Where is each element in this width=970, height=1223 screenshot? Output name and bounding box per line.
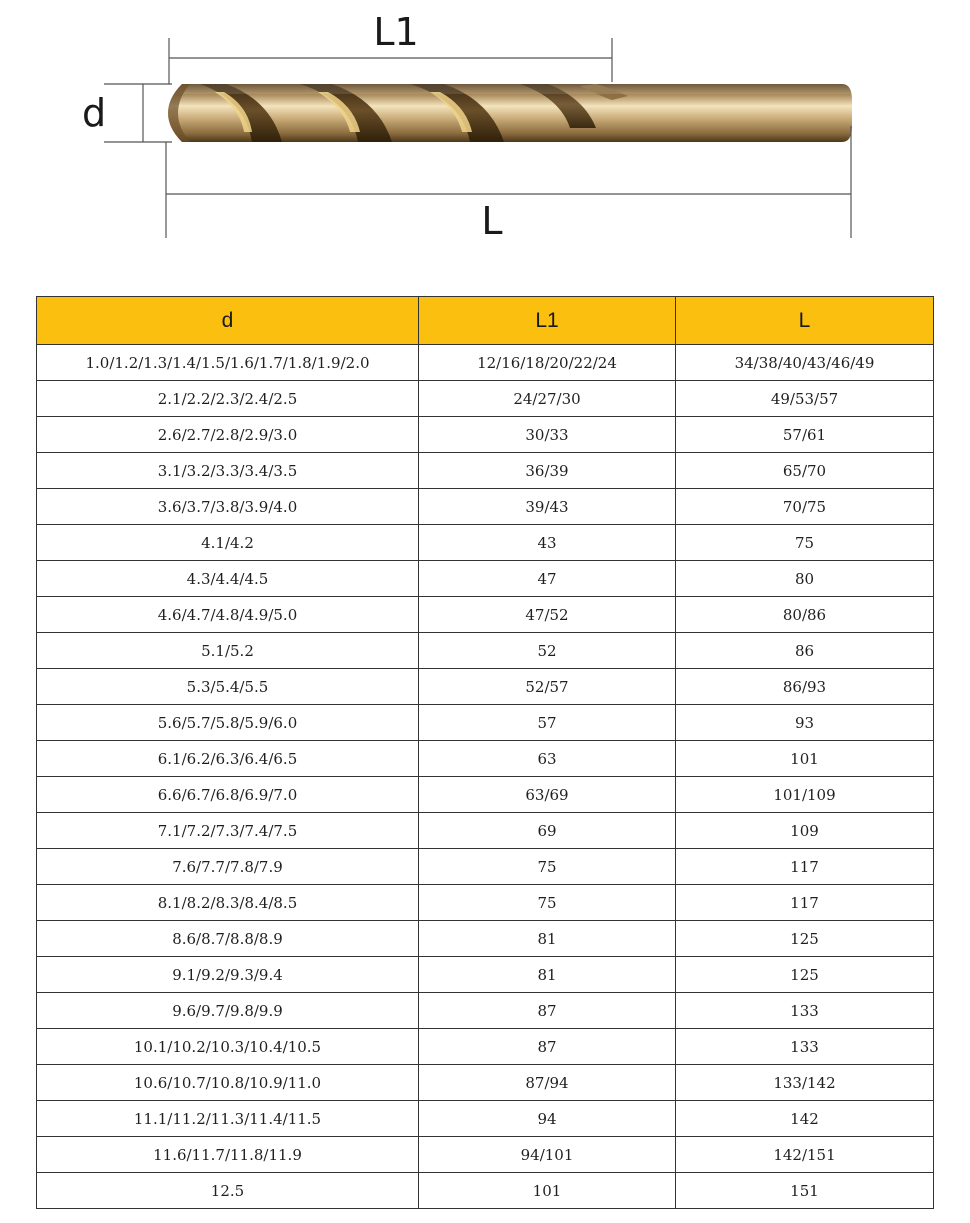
drill-size-table — [36, 296, 934, 1209]
table-row — [37, 561, 934, 597]
cell-l: 117 — [676, 885, 934, 921]
cell-d: 2.1/2.2/2.3/2.4/2.5 — [37, 381, 419, 417]
cell-d: 10.6/10.7/10.8/10.9/11.0 — [37, 1065, 419, 1101]
cell-l1: 69 — [419, 813, 676, 849]
cell-d: 7.1/7.2/7.3/7.4/7.5 — [37, 813, 419, 849]
cell-l1: 87 — [419, 993, 676, 1029]
cell-l1: 87/94 — [419, 1065, 676, 1101]
cell-l: 70/75 — [676, 489, 934, 525]
d-label: d — [81, 91, 107, 135]
cell-l1: 39/43 — [419, 489, 676, 525]
cell-d: 3.6/3.7/3.8/3.9/4.0 — [37, 489, 419, 525]
cell-l: 80/86 — [676, 597, 934, 633]
cell-l1: 47/52 — [419, 597, 676, 633]
cell-l1: 94/101 — [419, 1137, 676, 1173]
cell-l1: 81 — [419, 921, 676, 957]
table-row — [37, 849, 934, 885]
cell-l: 142/151 — [676, 1137, 934, 1173]
table-row — [37, 813, 934, 849]
cell-l1: 81 — [419, 957, 676, 993]
cell-l1: 75 — [419, 849, 676, 885]
cell-l1: 63/69 — [419, 777, 676, 813]
table-row — [37, 525, 934, 561]
cell-l: 101 — [676, 741, 934, 777]
cell-l: 109 — [676, 813, 934, 849]
cell-d: 5.6/5.7/5.8/5.9/6.0 — [37, 705, 419, 741]
table-header-row — [37, 297, 934, 345]
cell-l: 93 — [676, 705, 934, 741]
table-row — [37, 597, 934, 633]
cell-l: 86/93 — [676, 669, 934, 705]
cell-l1: 47 — [419, 561, 676, 597]
cell-l: 80 — [676, 561, 934, 597]
cell-l: 65/70 — [676, 453, 934, 489]
cell-l1: 52/57 — [419, 669, 676, 705]
cell-l1: 94 — [419, 1101, 676, 1137]
cell-l: 75 — [676, 525, 934, 561]
cell-l1: 87 — [419, 1029, 676, 1065]
d-dimension — [82, 84, 172, 142]
cell-d: 6.1/6.2/6.3/6.4/6.5 — [37, 741, 419, 777]
table-row — [37, 489, 934, 525]
cell-d: 9.6/9.7/9.8/9.9 — [37, 993, 419, 1029]
cell-d: 5.3/5.4/5.5 — [37, 669, 419, 705]
cell-d: 11.1/11.2/11.3/11.4/11.5 — [37, 1101, 419, 1137]
header-d: d — [37, 297, 419, 345]
cell-l: 151 — [676, 1173, 934, 1209]
cell-d: 2.6/2.7/2.8/2.9/3.0 — [37, 417, 419, 453]
cell-d: 4.1/4.2 — [37, 525, 419, 561]
table-row — [37, 1173, 934, 1209]
cell-d: 7.6/7.7/7.8/7.9 — [37, 849, 419, 885]
table-row — [37, 381, 934, 417]
cell-d: 12.5 — [37, 1173, 419, 1209]
cell-l1: 101 — [419, 1173, 676, 1209]
header-l1: L1 — [419, 297, 676, 345]
table-row — [37, 669, 934, 705]
cell-l: 49/53/57 — [676, 381, 934, 417]
table-row — [37, 705, 934, 741]
cell-l: 142 — [676, 1101, 934, 1137]
cell-l1: 43 — [419, 525, 676, 561]
cell-l1: 52 — [419, 633, 676, 669]
l-label: L — [481, 199, 503, 243]
table-row — [37, 741, 934, 777]
table-row — [37, 1137, 934, 1173]
cell-l1: 75 — [419, 885, 676, 921]
cell-d: 6.6/6.7/6.8/6.9/7.0 — [37, 777, 419, 813]
drill-bit-dimension-diagram — [0, 0, 970, 280]
table-row — [37, 885, 934, 921]
cell-l: 34/38/40/43/46/49 — [676, 345, 934, 381]
cell-l: 133 — [676, 1029, 934, 1065]
cell-l: 57/61 — [676, 417, 934, 453]
table-row — [37, 1029, 934, 1065]
cell-d: 8.6/8.7/8.8/8.9 — [37, 921, 419, 957]
cell-d: 9.1/9.2/9.3/9.4 — [37, 957, 419, 993]
l1-label: L1 — [373, 10, 419, 54]
cell-l1: 30/33 — [419, 417, 676, 453]
table-row — [37, 921, 934, 957]
cell-l: 101/109 — [676, 777, 934, 813]
cell-d: 8.1/8.2/8.3/8.4/8.5 — [37, 885, 419, 921]
cell-l: 133 — [676, 993, 934, 1029]
cell-l: 86 — [676, 633, 934, 669]
cell-l1: 24/27/30 — [419, 381, 676, 417]
table-row — [37, 417, 934, 453]
table-row — [37, 453, 934, 489]
cell-l: 133/142 — [676, 1065, 934, 1101]
l1-dimension — [169, 10, 612, 84]
table-row — [37, 957, 934, 993]
table-row — [37, 1065, 934, 1101]
cell-d: 11.6/11.7/11.8/11.9 — [37, 1137, 419, 1173]
cell-d: 5.1/5.2 — [37, 633, 419, 669]
l-dimension — [166, 126, 851, 243]
cell-d: 10.1/10.2/10.3/10.4/10.5 — [37, 1029, 419, 1065]
table-row — [37, 1101, 934, 1137]
cell-l: 125 — [676, 921, 934, 957]
cell-l1: 57 — [419, 705, 676, 741]
cell-d: 1.0/1.2/1.3/1.4/1.5/1.6/1.7/1.8/1.9/2.0 — [37, 345, 419, 381]
table-row — [37, 993, 934, 1029]
header-l: L — [676, 297, 934, 345]
table-row — [37, 777, 934, 813]
cell-d: 4.3/4.4/4.5 — [37, 561, 419, 597]
cell-d: 4.6/4.7/4.8/4.9/5.0 — [37, 597, 419, 633]
cell-l1: 12/16/18/20/22/24 — [419, 345, 676, 381]
cell-l: 117 — [676, 849, 934, 885]
cell-l1: 63 — [419, 741, 676, 777]
cell-l: 125 — [676, 957, 934, 993]
cell-d: 3.1/3.2/3.3/3.4/3.5 — [37, 453, 419, 489]
drill-bit — [168, 84, 852, 142]
table-row — [37, 633, 934, 669]
cell-l1: 36/39 — [419, 453, 676, 489]
table-row — [37, 345, 934, 381]
